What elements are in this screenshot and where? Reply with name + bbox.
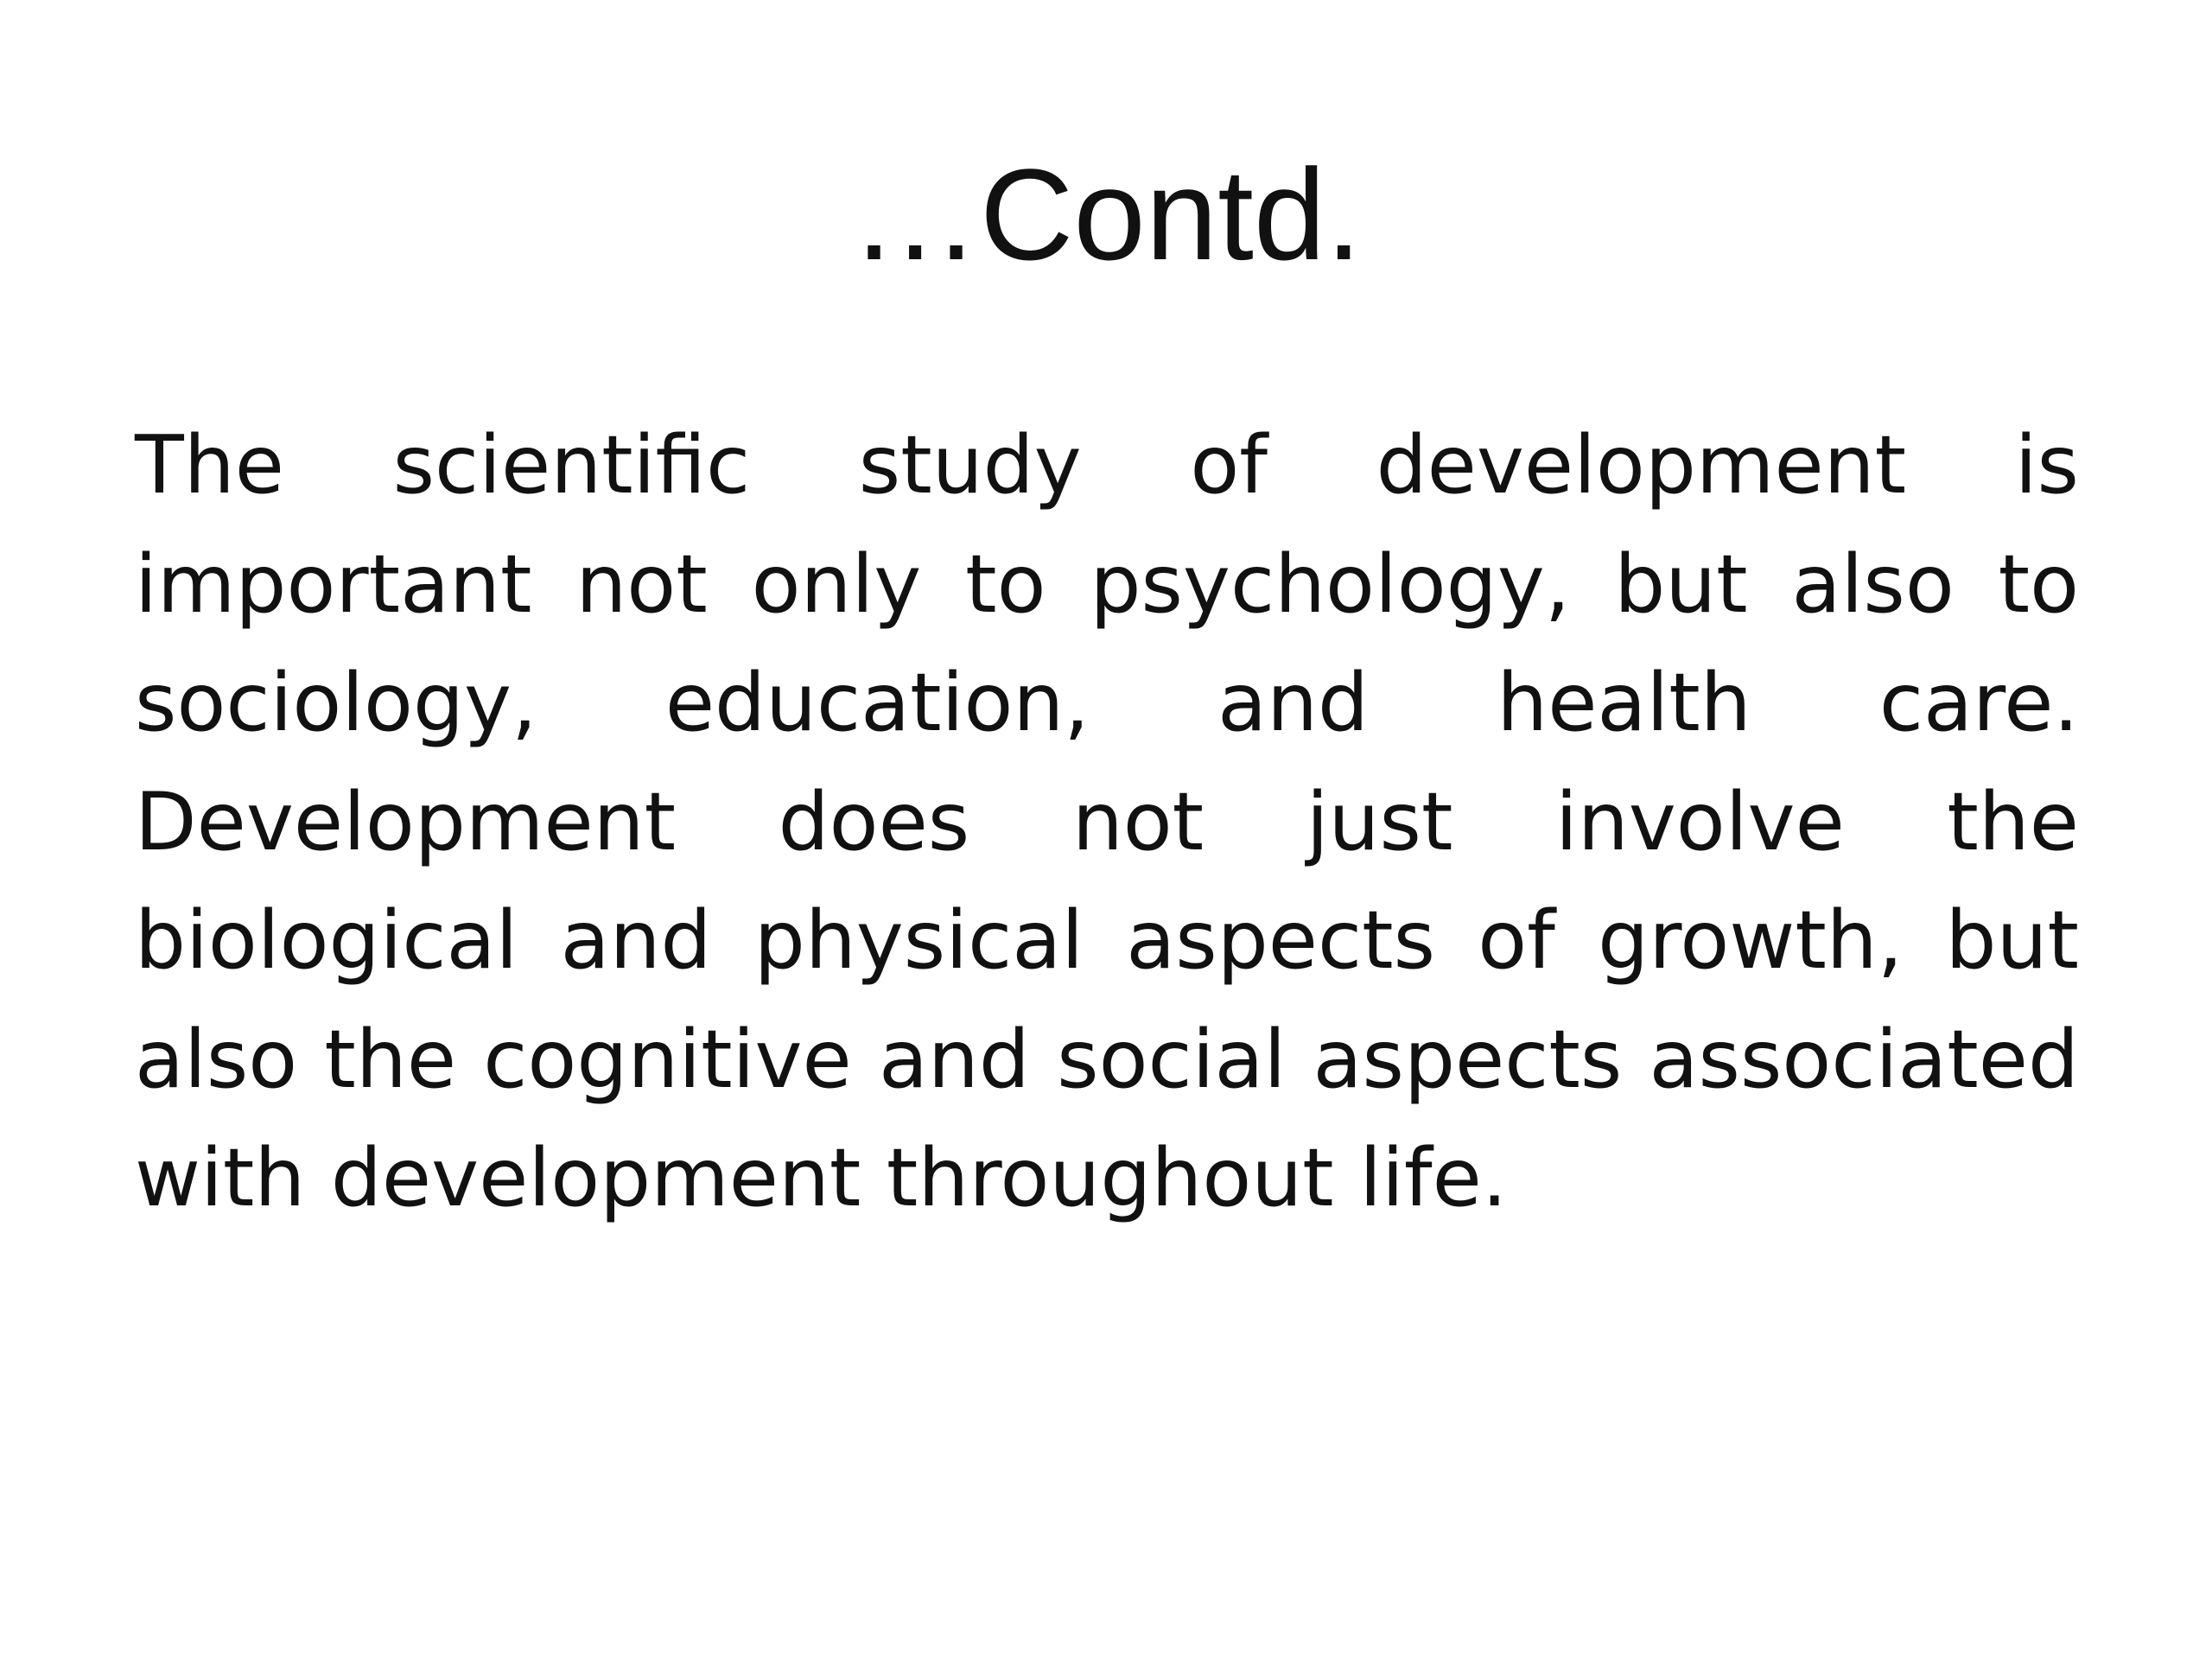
slide-title: …Contd. xyxy=(850,142,1362,287)
slide-body-text: The scientific study of development is important not only to psychology, but also to sociology, education, and health care. Development does not just involve the biological and physical aspects of growth, but also the cognitive and social aspects associated with development throughout life. xyxy=(135,418,2079,1224)
